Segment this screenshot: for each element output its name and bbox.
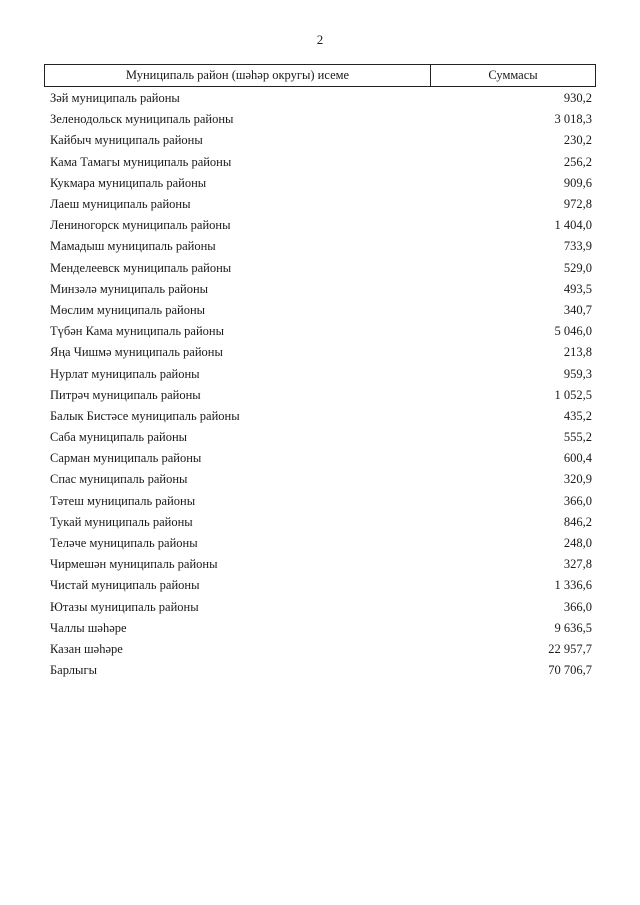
row-name: Балык Бистәсе муниципаль районы [50, 408, 240, 423]
table-row [44, 639, 596, 660]
table-row [44, 618, 596, 639]
header-sum-column: Суммасы [488, 68, 538, 82]
row-value: 70 706,7 [548, 663, 592, 678]
table-row [44, 491, 596, 512]
table-row [44, 194, 596, 215]
table-row [44, 427, 596, 448]
table-row [44, 597, 596, 618]
row-value: 493,5 [563, 281, 592, 296]
table-row [44, 300, 596, 321]
row-name: Тәтеш муниципаль районы [50, 493, 196, 508]
row-value: 529,0 [563, 260, 592, 275]
row-value: 256,2 [563, 154, 592, 169]
row-value: 959,3 [563, 366, 592, 381]
row-name: Минзәлә муниципаль районы [50, 281, 209, 296]
table-row [44, 660, 596, 681]
row-name: Кайбыч муниципаль районы [50, 133, 203, 148]
table-body [44, 88, 596, 681]
row-name: Питрәч муниципаль районы [50, 387, 201, 402]
row-value: 1 336,6 [554, 578, 592, 593]
row-name: Нурлат муниципаль районы [50, 366, 200, 381]
table-row [44, 152, 596, 173]
row-value: 909,6 [563, 175, 592, 190]
row-value: 846,2 [563, 514, 592, 529]
table-header [44, 64, 596, 87]
table-row [44, 321, 596, 342]
page-number: 2 [316, 32, 324, 47]
row-name: Лаеш муниципаль районы [50, 197, 191, 212]
row-name: Барлыгы [50, 663, 97, 678]
header-name-column: Муниципаль район (шәһәр округы) исеме [45, 65, 431, 86]
row-value: 366,0 [563, 599, 592, 614]
row-value: 435,2 [563, 408, 592, 423]
row-value: 327,8 [563, 557, 592, 572]
table-row [44, 469, 596, 490]
row-value: 733,9 [563, 239, 592, 254]
row-value: 22 957,7 [548, 641, 592, 656]
row-name: Зеленодольск муниципаль районы [50, 112, 234, 127]
row-name: Менделеевск муниципаль районы [50, 260, 232, 275]
row-value: 3 018,3 [554, 112, 592, 127]
table-row [44, 236, 596, 257]
row-value: 1 404,0 [554, 218, 592, 233]
row-value: 1 052,5 [554, 387, 592, 402]
table-row [44, 215, 596, 236]
table-row [44, 448, 596, 469]
row-name: Теләче муниципаль районы [50, 536, 198, 551]
table-row [44, 258, 596, 279]
row-name: Мөслим муниципаль районы [50, 302, 206, 317]
row-value: 9 636,5 [554, 620, 592, 635]
row-name: Сарман муниципаль районы [50, 451, 202, 466]
row-name: Зәй муниципаль районы [50, 91, 180, 106]
table-row [44, 279, 596, 300]
table-row [44, 130, 596, 151]
row-name: Лениногорск муниципаль районы [50, 218, 231, 233]
table-row [44, 406, 596, 427]
row-name: Спас муниципаль районы [50, 472, 188, 487]
table-row [44, 554, 596, 575]
row-name: Яңа Чишмә муниципаль районы [50, 345, 223, 360]
table-row [44, 88, 596, 109]
row-name: Чистай муниципаль районы [50, 578, 200, 593]
table-row [44, 512, 596, 533]
table-row [44, 385, 596, 406]
row-value: 972,8 [563, 197, 592, 212]
row-value: 248,0 [563, 536, 592, 551]
row-value: 930,2 [563, 91, 592, 106]
row-name: Саба муниципаль районы [50, 430, 188, 445]
row-value: 230,2 [563, 133, 592, 148]
table-row [44, 363, 596, 384]
row-name: Тукай муниципаль районы [50, 514, 193, 529]
row-name: Чирмешән муниципаль районы [50, 557, 218, 572]
allocation-table [44, 64, 596, 681]
row-name: Кукмара муниципаль районы [50, 175, 207, 190]
row-name: Ютазы муниципаль районы [50, 599, 199, 614]
row-name: Чаллы шәһәре [50, 620, 127, 635]
row-name: Казан шәһәре [50, 641, 123, 656]
table-row [44, 109, 596, 130]
table-row [44, 173, 596, 194]
row-value: 5 046,0 [554, 324, 592, 339]
row-value: 555,2 [563, 430, 592, 445]
row-value: 340,7 [563, 302, 592, 317]
table-row [44, 575, 596, 596]
table-row [44, 533, 596, 554]
row-name: Кама Тамагы муниципаль районы [50, 154, 232, 169]
row-value: 366,0 [563, 493, 592, 508]
row-value: 320,9 [563, 472, 592, 487]
table-row [44, 342, 596, 363]
row-name: Түбән Кама муниципаль районы [50, 324, 224, 339]
row-value: 213,8 [563, 345, 592, 360]
row-value: 600,4 [563, 451, 592, 466]
row-name: Мамадыш муниципаль районы [50, 239, 216, 254]
